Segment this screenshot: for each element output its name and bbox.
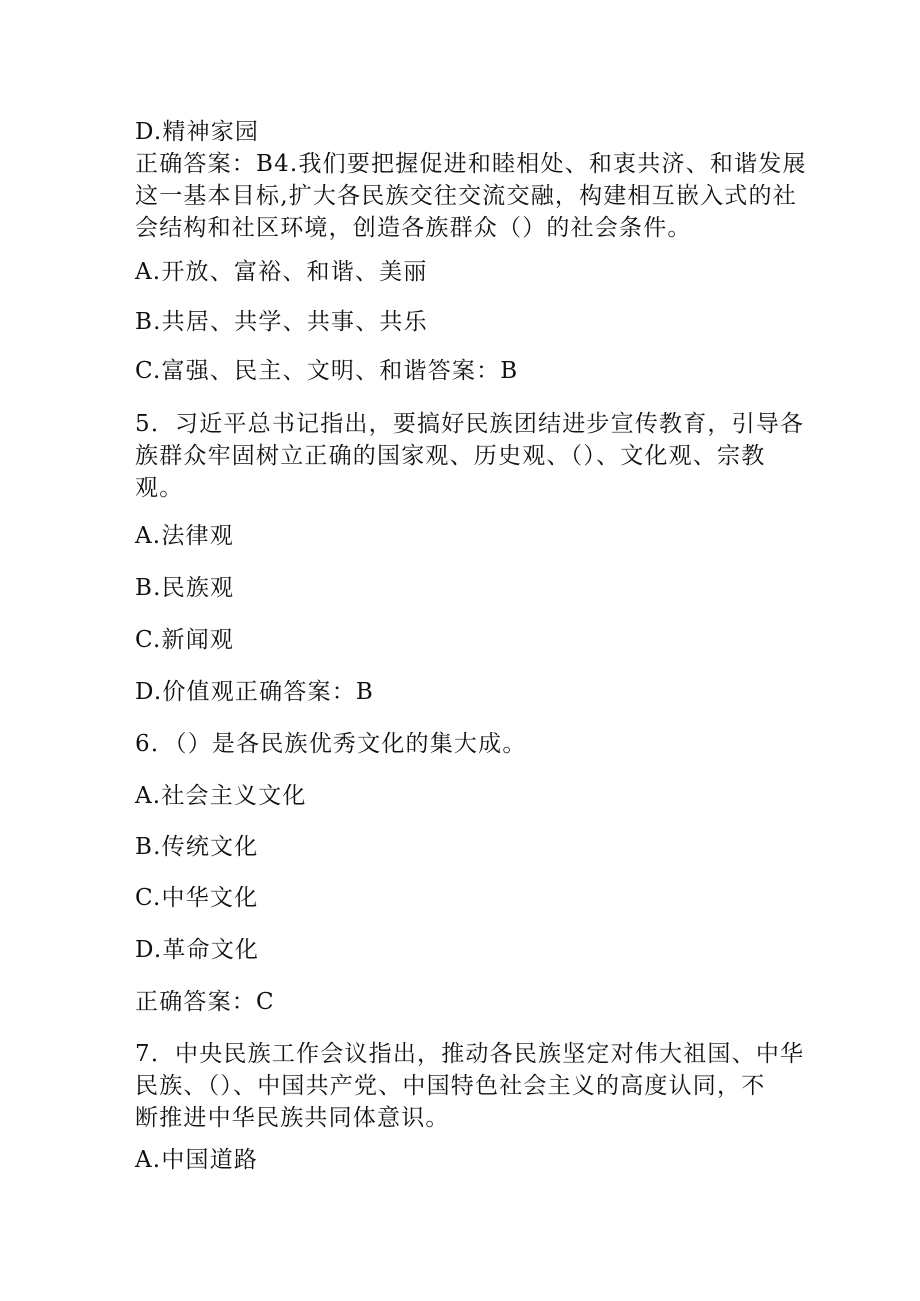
q5-stem-line-1: 5．习近平总书记指出，要搞好民族团结进步宣传教育，引导各 <box>135 411 805 437</box>
q7-stem-line-3: 断推进中华民族共同体意识。 <box>135 1105 450 1131</box>
q4-option-b: B.共居、共学、共事、共乐 <box>135 309 428 335</box>
q6-option-d: D.革命文化 <box>135 937 260 963</box>
q6-option-b: B.传统文化 <box>135 834 259 860</box>
q6-answer: 正确答案：C <box>135 989 275 1015</box>
q6-option-a: A.社会主义文化 <box>135 783 307 809</box>
q5-option-b: B.民族观 <box>135 575 235 601</box>
q7-option-a: A.中国道路 <box>135 1147 259 1173</box>
q4-stem-line-2: 这一基本目标,扩大各民族交往交流交融，构建相互嵌入式的社 <box>135 183 797 209</box>
q5-option-c: C.新闻观 <box>135 627 235 653</box>
q3-answer-q4-stem-line-1: 正确答案：B4.我们要把握促进和睦相处、和衷共济、和谐发展 <box>135 151 807 177</box>
q7-stem-line-2: 民族、（）、中国共产党、中国特色社会主义的高度认同，不 <box>135 1073 766 1099</box>
q6-option-c: C.中华文化 <box>135 885 259 911</box>
q7-stem-line-1: 7．中央民族工作会议指出，推动各民族坚定对伟大祖国、中华 <box>135 1041 805 1067</box>
q4-option-a: A.开放、富裕、和谐、美丽 <box>135 259 428 285</box>
q6-stem: 6．（）是各民族优秀文化的集大成。 <box>135 731 527 757</box>
q5-stem-line-2: 族群众牢固树立正确的国家观、历史观、（）、文化观、宗教 <box>135 443 766 469</box>
q4-stem-line-3: 会结构和社区环境，创造各族群众（）的社会条件。 <box>135 215 692 241</box>
q5-stem-line-3: 观。 <box>135 475 184 501</box>
q5-option-a: A.法律观 <box>135 523 234 549</box>
q5-option-d-answer: D.价值观正确答案：B <box>135 679 375 705</box>
q3-option-d: D.精神家园 <box>135 119 260 145</box>
q4-option-c-answer: C.富强、民主、文明、和谐答案：B <box>135 358 519 384</box>
